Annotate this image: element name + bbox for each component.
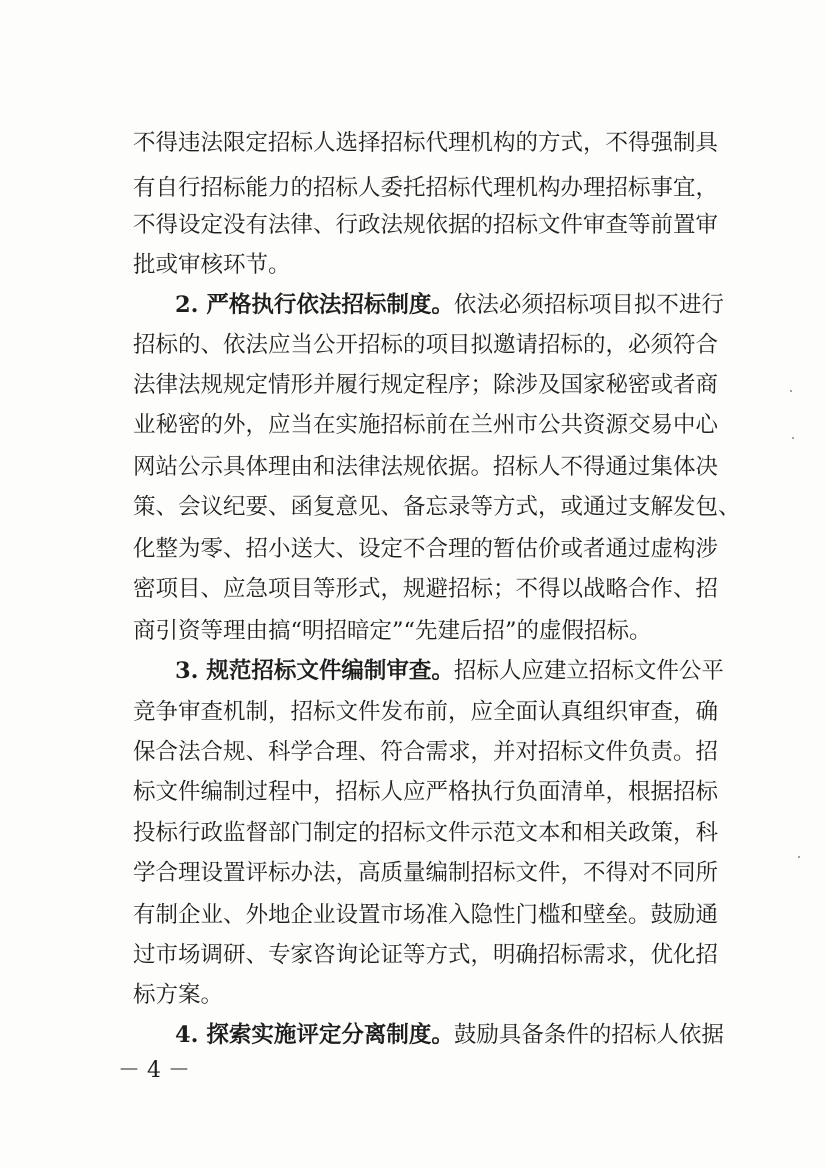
paragraph-3-line-1	[175, 656, 724, 686]
paragraph-1-line-1: 不得违法限定招标人选择招标代理机构的方式，不得强制具	[133, 130, 719, 156]
paragraph-2-text-start: 依法必须招标项目拟不进行	[453, 292, 724, 318]
paragraph-3-line-6: 学合理设置评标办法，高质量编制招标文件，不得对不同所	[133, 860, 719, 886]
scan-speck	[792, 437, 794, 439]
scan-speck	[790, 390, 792, 392]
paragraph-3-line-2: 竞争审查机制，招标文件发布前，应全面认真组织审查，确	[133, 699, 719, 725]
paragraph-3-line-5: 投标行政监督部门制定的招标文件示范文本和相关政策，科	[133, 820, 719, 846]
paragraph-2-heading: 2. 严格执行依法招标制度。	[175, 292, 454, 318]
paragraph-3-line-4: 标文件编制过程中，招标人应严格执行负面清单，根据招标	[133, 779, 719, 805]
paragraph-4-heading: 4. 探索实施评定分离制度。	[175, 1022, 454, 1048]
paragraph-2-line-4: 业秘密的外，应当在实施招标前在兰州市公共资源交易中心	[133, 412, 719, 438]
paragraph-2-line-8: 密项目、应急项目等形式，规避招标；不得以战略合作、招	[133, 576, 719, 602]
paragraph-2-line-9: 商引资等理由搞“明招暗定”“先建后招”的虚假招标。	[133, 618, 652, 644]
scan-speck	[798, 856, 800, 858]
paragraph-1-line-2: 有自行招标能力的招标人委托招标代理机构办理招标事宜，	[133, 175, 719, 201]
paragraph-2-line-1	[175, 290, 724, 320]
paragraph-3-text-start: 招标人应建立招标文件公平	[453, 658, 724, 684]
paragraph-2-line-5: 网站公示具体理由和法律法规依据。招标人不得通过集体决	[133, 454, 719, 480]
paragraph-4-text-start: 鼓励具备条件的招标人依据	[453, 1022, 724, 1048]
paragraph-3-heading: 3. 规范招标文件编制审查。	[175, 658, 454, 684]
paragraph-2-line-6: 策、会议纪要、函复意见、备忘录等方式，或通过支解发包、	[133, 494, 741, 520]
paragraph-3-line-3: 保合法合规、科学合理、符合需求，并对招标文件负责。招	[133, 739, 719, 765]
paragraph-4-line-1	[175, 1020, 724, 1050]
paragraph-2-line-2: 招标的、依法应当公开招标的项目拟邀请招标的，必须符合	[133, 332, 719, 358]
paragraph-3-line-9: 标方案。	[133, 982, 224, 1008]
paragraph-3-line-8: 过市场调研、专家咨询论证等方式，明确招标需求，优化招	[133, 942, 719, 968]
paragraph-1-line-4: 批或审核环节。	[133, 252, 291, 278]
paragraph-3-line-7: 有制企业、外地企业设置市场准入隐性门槛和壁垒。鼓励通	[133, 902, 719, 928]
page-number: － 4 －	[118, 1058, 190, 1083]
paragraph-1-line-3: 不得设定没有法律、行政法规依据的招标文件审查等前置审	[133, 212, 719, 238]
paragraph-2-line-7: 化整为零、招小送大、设定不合理的暂估价或者通过虚构涉	[133, 536, 719, 562]
paragraph-2-line-3: 法律法规规定情形并履行规定程序；除涉及国家秘密或者商	[133, 372, 719, 398]
